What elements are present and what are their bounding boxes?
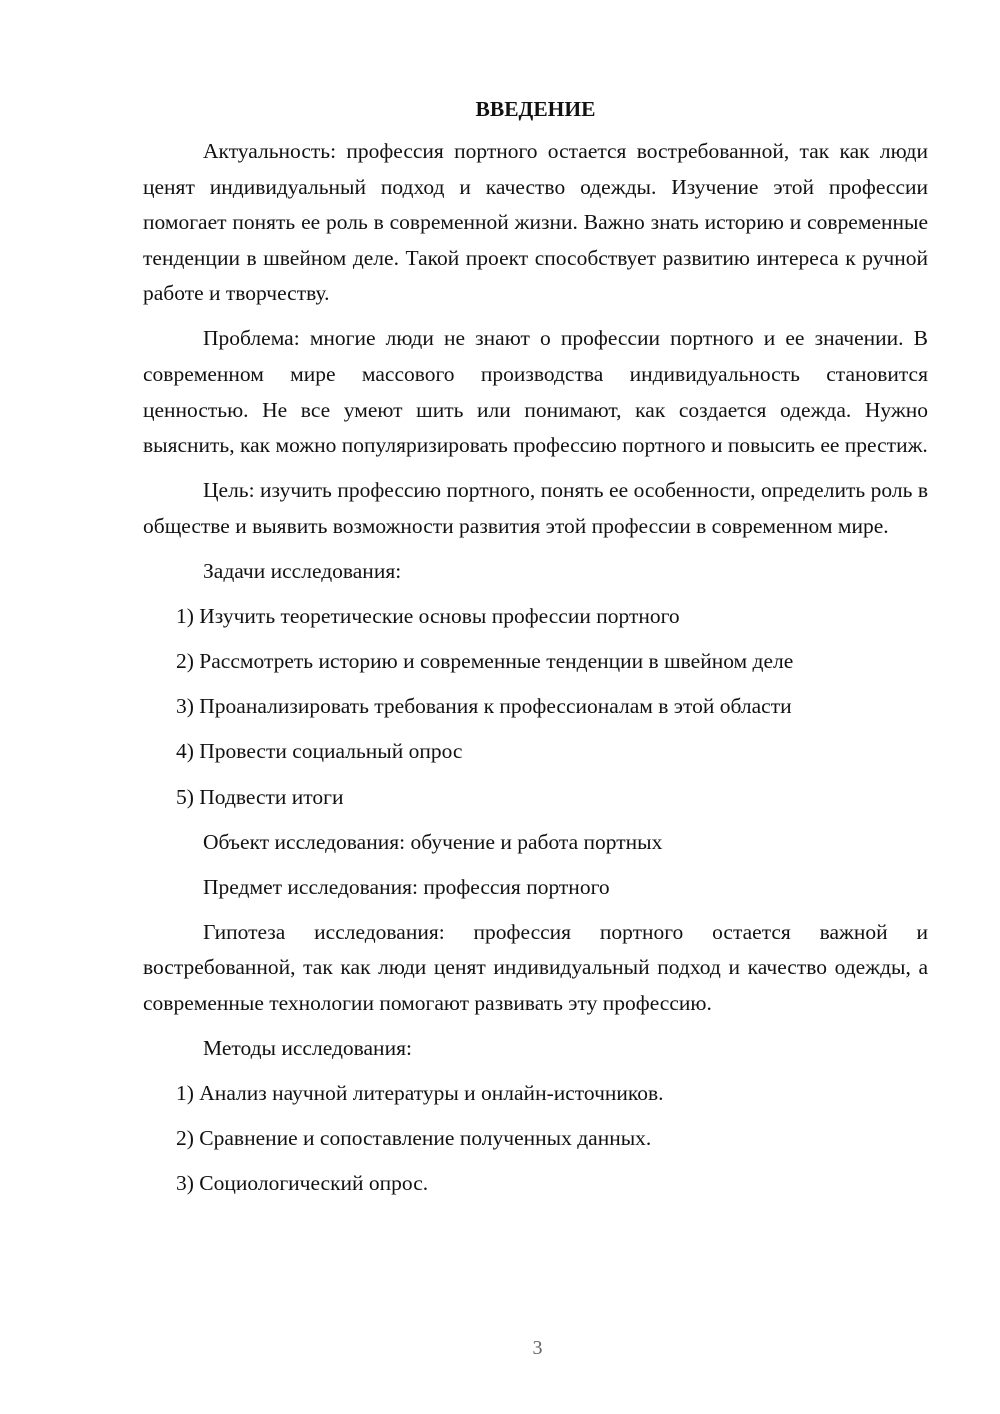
problem-paragraph: Проблема: многие люди не знают о профессии портного и ее значении. В современном мире массового производства индивидуальность становится ценностью. Не все умеют шить или понимают, как создается одежда. Нужно выяснить, как можно популяризировать профессию портного и повысить ее престиж. <box>143 326 928 458</box>
page-number: 3 <box>532 1337 543 1359</box>
task-item-2: 2) Рассмотреть историю и современные тенденции в швейном деле <box>176 649 794 674</box>
hypothesis-paragraph: Гипотеза исследования: профессия портного остается важной и востребованной, так как люди ценят индивидуальный подход и качество одежды, а современные технологии помогают развивать эту профессию. <box>143 919 928 1015</box>
research-object: Объект исследования: обучение и работа портных <box>203 829 663 854</box>
research-subject: Предмет исследования: профессия портного <box>203 874 610 899</box>
task-item-3: 3) Проанализировать требования к профессионалам в этой области <box>176 694 792 719</box>
methods-heading: Методы исследования: <box>203 1036 412 1061</box>
page-content <box>143 93 928 1211</box>
method-item-2: 2) Сравнение и сопоставление полученных данных. <box>176 1126 652 1151</box>
goal-paragraph: Цель: изучить профессию портного, понять ее особенности, определить роль в обществе и выявить возможности развития этой профессии в современном мире. <box>143 478 928 538</box>
method-item-3: 3) Социологический опрос. <box>176 1171 429 1196</box>
task-item-5: 5) Подвести итоги <box>176 784 344 809</box>
relevance-paragraph: Актуальность: профессия портного остается востребованной, так как люди ценят индивидуальный подход и качество одежды. Изучение этой профессии помогает понять ее роль в современной жизни. Важно знать историю и современные тенденции в швейном деле. Такой проект способствует развитию интереса к ручной работе и творчеству. <box>143 139 928 306</box>
method-item-1: 1) Анализ научной литературы и онлайн-источников. <box>176 1081 664 1106</box>
task-item-1: 1) Изучить теоретические основы профессии портного <box>176 604 680 629</box>
page-title: ВВЕДЕНИЕ <box>475 97 596 121</box>
tasks-heading: Задачи исследования: <box>203 559 402 584</box>
task-item-4: 4) Провести социальный опрос <box>176 739 463 764</box>
